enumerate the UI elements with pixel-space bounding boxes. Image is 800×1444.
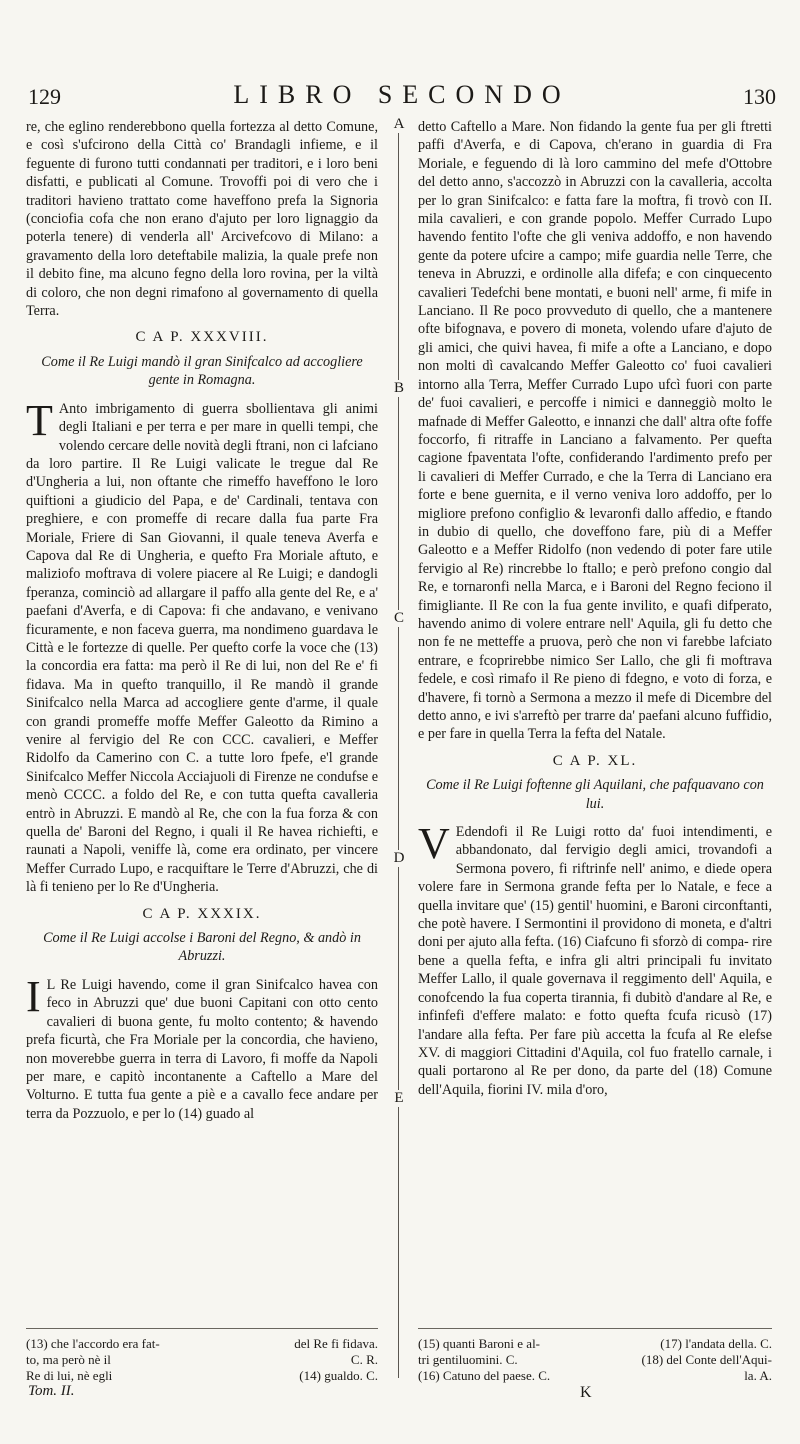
paragraph: detto Caftello a Mare. Non fidando la gente fua per gli ftretti paffi d'Averfa, e di Capova, ch'erano in guardia di Fra Moriale, e feguendo di là loro cammino del mefe d'Ottobre del detto anno, s'accozzò in Abruzzi con la cavalleria, accolta per lo gran Sinifcalco: e fatta fare la moftra, fi trovò con II. mila cavalieri, e con grande popolo. Meffer Currado Lupo havendo fentito l'ofte che gli veniva addoffo, e non havendo gente da potere ufcire a campo; mife guardia nelle Terre, che teneva in Abruzzi, e ordinolle alla difefa; e con cinquecento cavalieri Tedefchi bene montati, e buoni nell' arme, fi mife in Lanciano. Il Re poco provveduto di quello, che a mantenere ofte bifognava, e povero di moneta, volendo ufare d'ajuto de gli amici, che quivi havea, fi mife a ofte a Lanciano, e dopo non molti dì cavalcando Meffer Galeotto co' fuoi cavalieri intorno alla Terra, Meffer Currado Lupo ufcì fuori con parte de' fuoi cavalieri, e percoffe i nimici e danneggiò molto le mafnade di Meffer Galeotto, e innanzi che dall' altra ofte foffe foccorfo, fi ritraffe in Lanciano a falvamento. Per quefta cagione fpaventata l'ofte, confiderando l'ardimento prefo per li cavalieri di Meffer Currado, e che la Terra di Lanciano era forte e bene guernita, e il verno veniva loro addoffo, per lo migliore prefono configlio & levaronfi dallo affedio, e ftando in dubio di quello, che doveffono fare, più di a Meffer Galeotto e a Meffer Ridolfo (non vedendo di poter fare utile fervigio al Re) rincrebbe lo ftallo; e però prefono congio dal Re, e tornaronfi nella Marca, e i Baroni del Regno feciono il fimigliante. Il Re con la fua gente invilito, e quafi difperato, havendo animo di volere entrare nell' Aquila, gli fu detto che non fe ne metteffe a pruova, però che non vi farebbe lafciato entrare, e fcoprirebbe nimico Ser Lallo, che gli fi moftrava fedele, e così rimafo il Re pieno di fdegno, e voto di forza, e d'havere, fi tornò a Sermona a mezzo il mefe di Dicembre del detto anno, e ivi s'arreftò per trarre da' paefani alcuno fuffidio, e per fare in quella Terra la fefta del Natale. xyxy=(418,119,772,743)
footnote-text: (18) del Conte dell'Aqui- xyxy=(641,1352,772,1367)
footnote-text: C. R. xyxy=(350,1352,378,1367)
drop-initial: V xyxy=(418,819,450,869)
margin-marker-b: B xyxy=(393,380,404,396)
book-section-title: LIBRO SECONDO xyxy=(233,80,571,109)
footnote-text: del Re fi fidava. xyxy=(294,1336,378,1351)
chapter-heading: C A P. XXXVIII. xyxy=(135,329,269,346)
footnote-rule-right xyxy=(418,1328,772,1329)
left-column xyxy=(26,118,378,1123)
footnote-text: (14) gualdo. C. xyxy=(299,1368,378,1383)
volume-signature: Tom. II. xyxy=(28,1383,75,1399)
footnote-line xyxy=(26,1336,378,1352)
footnote-text: (17) l'andata della. C. xyxy=(660,1336,772,1351)
footnote-rule-left xyxy=(26,1328,378,1329)
margin-marker-a: A xyxy=(393,116,405,132)
page-number-left: 129 xyxy=(28,84,61,109)
drop-initial: I xyxy=(26,971,41,1021)
page-number-right: 130 xyxy=(743,84,776,109)
footnote-line xyxy=(418,1336,772,1352)
paragraph: re, che eglino renderebbono quella fortezza al detto Comune, e così s'ufcirono della Città co' Brandagli infieme, e il feguente di furono tutti condannati per traditori, e i loro beni disfatti, e publicati al Comune. Trovoffi poi di vero che i traditori havieno trattato come haveffono prefa la Signoria (conciofia cofa che non erano d'ajuto per loro lignaggio da poterla tenere) di venderla all' Arcivefcovo di Milano: a gravamento della loro deteftabile malizia, la quale prefe non il debito fine, ma alcuno fegno della loro rovina, per la viltà di coloro, che non degni rimafono al governamento di quella Terra. xyxy=(26,119,378,320)
chapter-summary: Come il Re Luigi accolse i Baroni del Regno, & andò in Abruzzi. xyxy=(43,930,361,965)
column-divider xyxy=(398,118,399,1378)
footnote-text: (16) Catuno del paese. C. xyxy=(418,1368,551,1383)
running-header xyxy=(28,80,776,114)
footnote-text: (13) che l'accordo era fat- xyxy=(26,1336,160,1351)
footnote-line xyxy=(26,1352,378,1368)
drop-initial: T xyxy=(26,395,53,445)
footnote-line xyxy=(26,1368,378,1384)
paragraph: Anto imbrigamento di guerra sbollientava gli animi degli Italiani e per terra e per mare in quelli tempi, che volendo cercare delle novità degli ftrani, non ci lafciano da loro partire. Il Re Luigi valicate le tregue dal Re d'Ungheria a lui, non oftante che rimeffo haveffono le loro quiftioni a giudicio del Papa, e de' Cardinali, tentava con preghiere, e con promeffe di recare dalla fua parte Fra Moriale, Friere di San Giovanni, il quale teneva Averfa e Capova dal Re di Ungheria, e quefto Fra Moriale aftuto, e maliziofo moftrava di volere piacere al Re Luigi; e dandogli fperanza, cominciò ad allargare il paffo alla gente del Re, e a' paefani d'Averfa, e di Capova: fi che andavano, e venivano ficuramente, e non faceva guerra, ma nondimeno guardava le Città e le fortezze di quelle. Per quefto corfe la voce che (13) la concordia era fatta: ma però il Re di lui, non del Re e' fi fidava. Ma in quefto tranquillo, il Re mandò il grande Sinifcalco nella Marca ad accogliere gente d'arme, il quale con grandi promeffe moffe Meffer Galeotto da Rimino a venire al fervigio del Re con CCC. cavalieri, e Meffer Ridolfo da Camerino con C. a tutte loro fpefe, e'l grande Sinifcalco Meffer Niccola Acciajuoli di Firenze ne condufse e menò CCCC. a foldo del Re, e con tutta quefta cavalleria entrò in Abruzzi. E mandò al Re, che con la fua forza & con quella de' Baroni del Regno, i quali il Re havea richiefti, e raunati a Napoli, veniffe là, come era ordinato, per vincere Meffer Currado Lupo, e racquiftare le Terre d'Abruzzi, che di là fi tenieno per lo Re d'Ungheria. xyxy=(26,400,378,896)
footnotes-left xyxy=(26,1336,378,1384)
chapter-summary: Come il Re Luigi mandò il gran Sinifcalco ad accogliere gente in Romagna. xyxy=(41,353,363,389)
footnote-line xyxy=(418,1352,772,1368)
footnote-text: (15) quanti Baroni e al- xyxy=(418,1336,541,1351)
footnote-text: to, ma però nè il xyxy=(26,1352,111,1367)
paragraph: L Re Luigi havendo, come il gran Sinifcalco havea con feco in Abruzzi que' due buoni Capitani con otto cento cavalieri di buona gente, fu molto contento; & havendo prefa ficurtà, che Fra Moriale per la concordia, che havieno, non moverebbe guerra in terra di Lavoro, fi moffe da Napoli per mare, e capitò incontanente a Caftello a Mare del Volturno. E tutta fua gente a piè e a cavallo fece andare per terra da Pozzuolo, e per lo (14) guado al xyxy=(26,976,378,1122)
footnotes-right xyxy=(418,1336,772,1384)
margin-marker-e: E xyxy=(392,1090,406,1107)
footnote-text: Re di lui, nè egli xyxy=(26,1368,113,1383)
chapter-heading: C A P. XXXIX. xyxy=(142,905,262,922)
chapter-summary: Come il Re Luigi foftenne gli Aquilani, che pafquavano con lui. xyxy=(426,777,764,812)
footnote-line xyxy=(418,1368,772,1384)
right-column xyxy=(418,118,772,1099)
paragraph: Edendofi il Re Luigi rotto da' fuoi intendimenti, e abbandonato, dal fervigio degli amici, trovandofi a Sermona povero, fi riftrinfe nell' animo, e diede opera volere fare in Sermona grande fefta per lo Natale, e fece a quella invitare que' (15) gentil' huomini, e Baroni circonftanti, che potè havere. I Sermontini il providono di moneta, e d'altri doni per ajuto alla fefta. (16) Ciafcuno fi sforzò di compa- rire bene a quella fefta, e infra gli altri principali fu invitato Meffer Lallo, il quale governava il reggimento dell' Aquila, e conofcendo la fua coperta tirannia, fi dubitò d'andare al Re, e infinfefi d'effere malato: e fotto quefta fcufa ricusò (17) l'andare alla fefta. Per fare più accetta la fcufa al Re elefse XV. di maggiori Cittadini d'Aquila, col fuo fratello carnale, i quali portarono al Re per dono, da parte del (18) Comune dell'Aquila, fiorini IV. mila d'oro, xyxy=(418,824,772,1098)
footnote-text: tri gentiluomini. C. xyxy=(418,1352,518,1367)
chapter-heading: C A P. XL. xyxy=(552,752,638,769)
margin-marker-c: C xyxy=(393,610,404,626)
gathering-signature: K xyxy=(580,1384,592,1401)
footnote-text: la. A. xyxy=(744,1368,772,1383)
margin-marker-d: D xyxy=(393,850,405,866)
